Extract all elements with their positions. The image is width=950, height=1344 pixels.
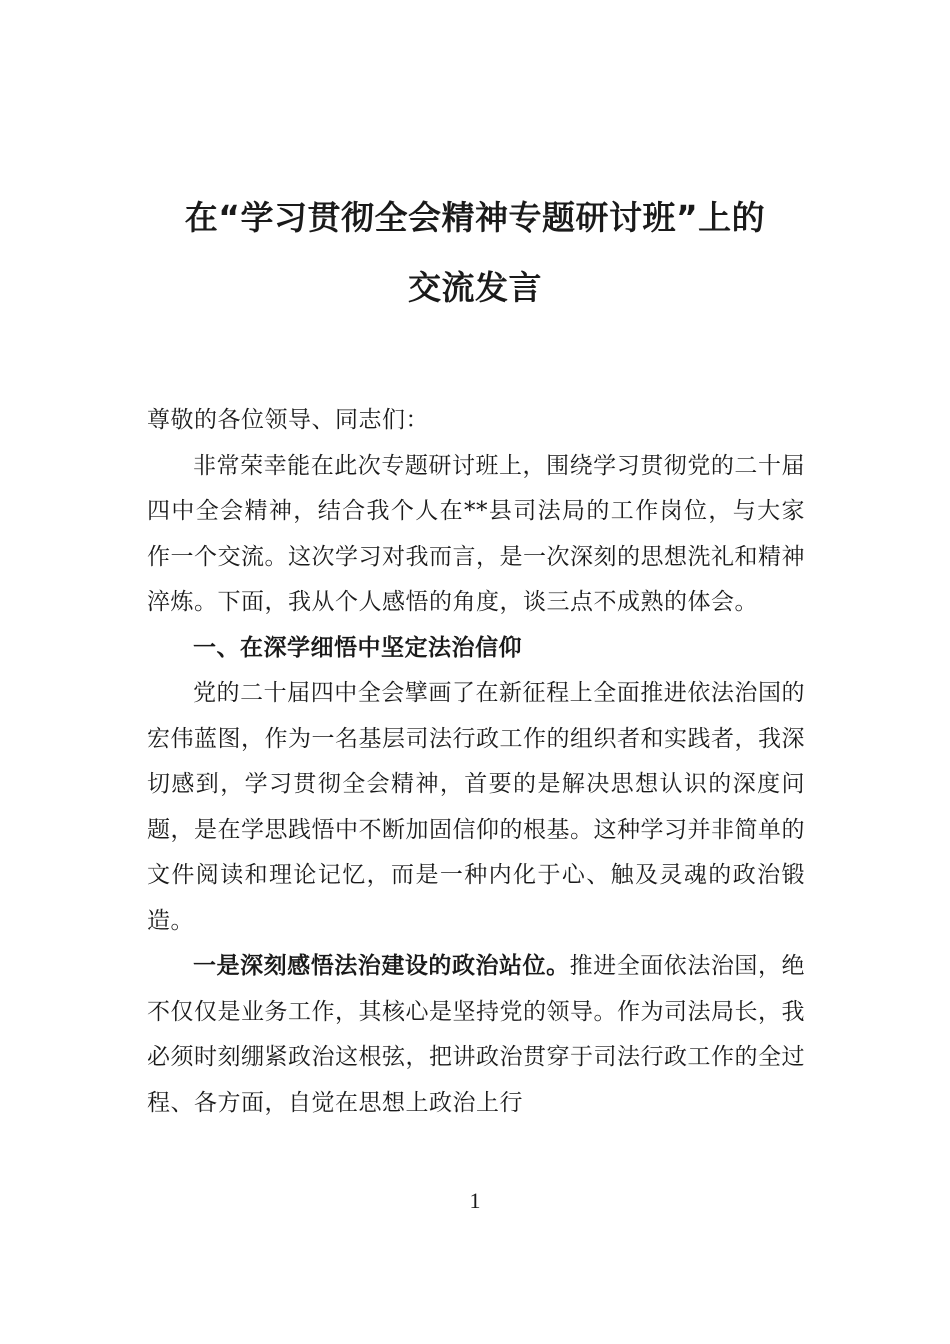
section-1-heading: 一、在深学细悟中坚定法治信仰	[193, 634, 522, 661]
document-title-line-1: 在“学习贯彻全会精神专题研讨班”上的	[184, 198, 766, 237]
intro-paragraph: 非常荣幸能在此次专题研讨班上，围绕学习贯彻党的二十届四中全会精神，结合我个人在**县司法局的工作岗位，与大家作一个交流。这次学习对我而言，是一次深刻的思想洗礼和精神淬炼。下面，我从个人感悟的角度，谈三点不成熟的体会。	[147, 452, 805, 615]
section-1-paragraph: 党的二十届四中全会擘画了在新征程上全面推进依法治国的宏伟蓝图，作为一名基层司法行政工作的组织者和实践者，我深切感到，学习贯彻全会精神，首要的是解决思想认识的深度问题，是在学思践悟中不断加固信仰的根基。这种学习并非简单的文件阅读和理论记忆，而是一种内化于心、触及灵魂的政治锻造。	[147, 680, 805, 934]
salutation: 尊敬的各位领导、同志们：	[147, 407, 429, 433]
document-title-line-2: 交流发言	[408, 268, 542, 307]
document-body	[147, 398, 805, 1126]
point-1-paragraph	[147, 944, 805, 1126]
page-number: 1	[469, 1188, 481, 1213]
point-1-lead: 一是深刻感悟法治建设的政治站位。	[193, 953, 570, 979]
point-1-text: 推进全面依法治国，绝不仅仅是业务工作，其核心是坚持党的领导。作为司法局长，我必须时刻绷紧政治这根弦，把讲政治贯穿于司法行政工作的全过程、各方面，自觉在思想上政治上行	[147, 953, 806, 1116]
